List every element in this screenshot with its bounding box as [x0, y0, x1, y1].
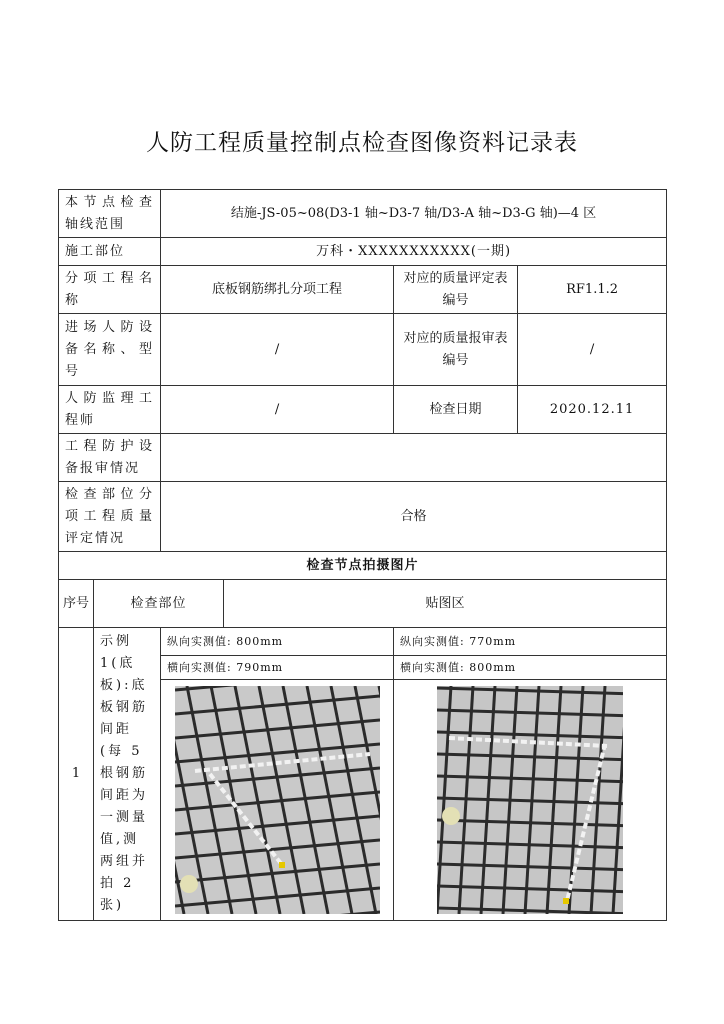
site-value: 万科・XXXXXXXXXXX(一期)	[161, 238, 667, 266]
protection-label: 工程防护设备报审情况	[59, 434, 161, 482]
equipment-value: /	[161, 314, 394, 386]
right-rebar-photo	[437, 686, 623, 914]
site-label: 施工部位	[59, 238, 161, 266]
quality-form-label: 对应的质量评定表编号	[394, 266, 518, 314]
right-vertical-measure: 纵向实测值: 770mm	[394, 628, 667, 656]
left-photo-cell	[161, 680, 394, 921]
protection-value	[161, 434, 667, 482]
date-label: 检查日期	[394, 386, 518, 434]
page-title: 人防工程质量控制点检查图像资料记录表	[146, 130, 578, 156]
review-form-label: 对应的质量报审表编号	[394, 314, 518, 386]
col-part-header: 检查部位	[94, 580, 224, 628]
engineer-value: /	[161, 386, 394, 434]
quality-form-value: RF1.1.2	[518, 266, 667, 314]
subitem-row	[59, 266, 667, 314]
scope-value: 结施-JS-05~08(D3-1 轴~D3-7 轴/D3-A 轴~D3-G 轴)—4 区	[161, 190, 667, 238]
assessment-label: 检查部位分项工程质量评定情况	[59, 482, 161, 552]
equipment-row	[59, 314, 667, 386]
right-photo-cell	[394, 680, 667, 921]
scope-row	[59, 190, 667, 238]
col-area-header: 贴图区	[224, 580, 667, 628]
site-row	[59, 238, 667, 266]
left-horizontal-measure: 横向实测值: 790mm	[161, 656, 394, 680]
review-form-value: /	[518, 314, 667, 386]
assessment-value: 合格	[161, 482, 667, 552]
engineer-label: 人防监理工程师	[59, 386, 161, 434]
col-no-header: 序号	[59, 580, 94, 628]
photos-section-title: 检查节点拍摄图片	[59, 552, 667, 580]
scope-label: 本节点检查轴线范围	[59, 190, 161, 238]
right-horizontal-measure: 横向实测值: 800mm	[394, 656, 667, 680]
equipment-label: 进场人防设备名称、型号	[59, 314, 161, 386]
protection-row	[59, 434, 667, 482]
photos-section-row	[59, 552, 667, 580]
left-rebar-photo	[175, 686, 380, 914]
subitem-value: 底板钢筋绑扎分项工程	[161, 266, 394, 314]
photos-header-row	[59, 580, 667, 628]
measure-row-1	[59, 628, 667, 656]
item-number: 1	[59, 628, 94, 921]
engineer-row	[59, 386, 667, 434]
item-part-description: 示例 1(底板):底板钢筋间距(每 5 根钢筋间距为一测量值,测两组并拍 2 张)	[94, 628, 161, 921]
subitem-label: 分项工程名称	[59, 266, 161, 314]
date-value: 2020.12.11	[518, 386, 667, 434]
assessment-row	[59, 482, 667, 552]
record-table	[58, 189, 667, 921]
left-vertical-measure: 纵向实测值: 800mm	[161, 628, 394, 656]
